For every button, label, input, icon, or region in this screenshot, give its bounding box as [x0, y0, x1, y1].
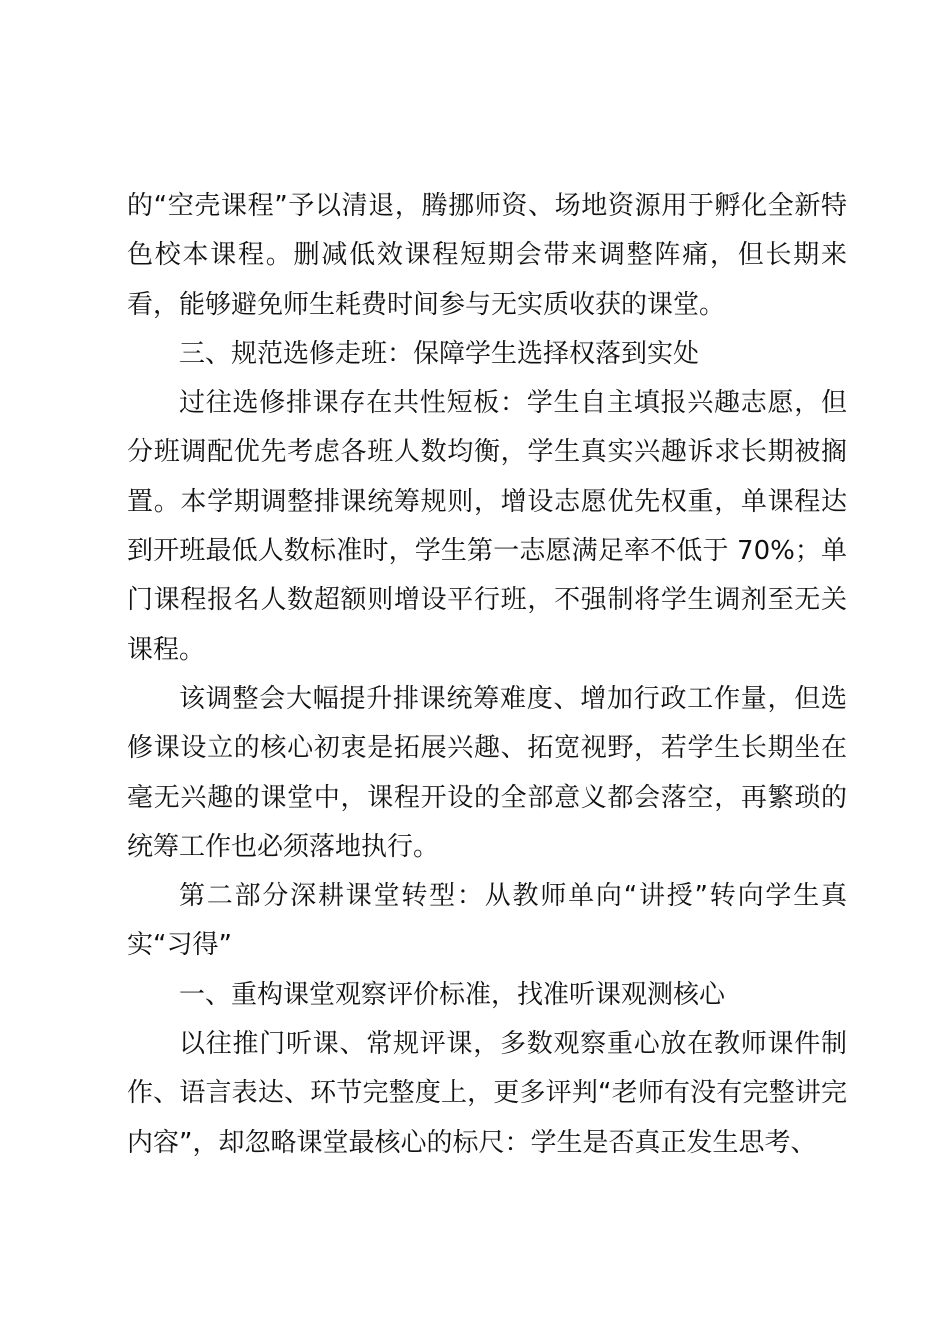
- document-body: [127, 182, 847, 1168]
- paragraph-course-scheduling: 过往选修排课存在共性短板：学生自主填报兴趣志愿，但分班调配优先考虑各班人数均衡，学生真实兴趣诉求长期被搁置。本学期调整排课统筹规则，增设志愿优先权重，单课程达到开班最低人数标准时，学生第一志愿满足率不低于 70%；单门课程报名人数超额则增设平行班，不强制将学生调剂至无关课程。: [127, 388, 847, 665]
- paragraph-adjustment-rationale: 该调整会大幅提升排课统筹难度、增加行政工作量，但选修课设立的核心初衷是拓展兴趣、拓宽视野，若学生长期坐在毫无兴趣的课堂中，课程开设的全部意义都会落空，再繁琐的统筹工作也必须落地执行。: [127, 683, 847, 862]
- paragraph-classroom-observation: 以往推门听课、常规评课，多数观察重心放在教师课件制作、语言表达、环节完整度上，更多评判“老师有没有完整讲完内容”，却忽略课堂最核心的标尺：学生是否真正发生思考、: [127, 1029, 847, 1158]
- paragraph-continuation: 的“空壳课程”予以清退，腾挪师资、场地资源用于孵化全新特色校本课程。删减低效课程短期会带来调整阵痛，但长期来看，能够避免师生耗费时间参与无实质收获的课堂。: [127, 191, 847, 320]
- section-heading-3: 三、规范选修走班：保障学生选择权落到实处: [179, 338, 700, 369]
- part-two-heading: 第二部分深耕课堂转型：从教师单向“讲授”转向学生真实“习得”: [127, 881, 847, 961]
- section-heading-1: 一、重构课堂观察评价标准，找准听课观测核心: [179, 979, 726, 1010]
